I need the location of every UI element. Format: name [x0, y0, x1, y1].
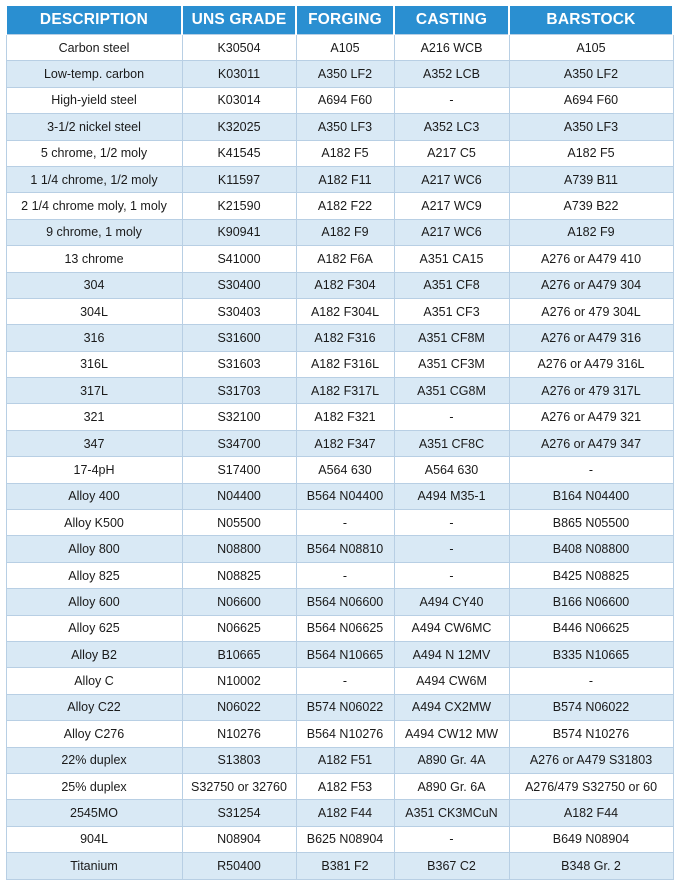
- forging-cell: A182 F347: [296, 430, 394, 456]
- table-row: [6, 404, 673, 430]
- uns-grade-cell: S32100: [182, 404, 296, 430]
- casting-cell: -: [394, 510, 509, 536]
- uns-grade-cell: R50400: [182, 853, 296, 879]
- description-cell: Alloy 600: [6, 589, 182, 615]
- forging-cell: A182 F321: [296, 404, 394, 430]
- description-cell: Alloy 625: [6, 615, 182, 641]
- casting-cell: -: [394, 536, 509, 562]
- table-row: [6, 298, 673, 324]
- uns-grade-cell: S31254: [182, 800, 296, 826]
- forging-cell: B625 N08904: [296, 826, 394, 852]
- table-row: [6, 536, 673, 562]
- description-cell: 13 chrome: [6, 246, 182, 272]
- casting-cell: A494 CW12 MW: [394, 721, 509, 747]
- casting-cell: A890 Gr. 4A: [394, 747, 509, 773]
- barstock-cell: A182 F9: [509, 219, 673, 245]
- table-row: [6, 562, 673, 588]
- casting-cell: A890 Gr. 6A: [394, 773, 509, 799]
- table-row: [6, 325, 673, 351]
- description-cell: 2 1/4 chrome moly, 1 moly: [6, 193, 182, 219]
- description-cell: 316: [6, 325, 182, 351]
- barstock-cell: B425 N08825: [509, 562, 673, 588]
- barstock-cell: A350 LF3: [509, 114, 673, 140]
- casting-cell: A217 WC6: [394, 219, 509, 245]
- table-row: [6, 114, 673, 140]
- table-row: [6, 378, 673, 404]
- forging-cell: B564 N10665: [296, 641, 394, 667]
- description-cell: 304L: [6, 298, 182, 324]
- barstock-cell: A739 B11: [509, 166, 673, 192]
- uns-grade-cell: N10002: [182, 668, 296, 694]
- table-row: [6, 457, 673, 483]
- uns-grade-cell: S31603: [182, 351, 296, 377]
- column-header-casting: CASTING: [394, 6, 509, 35]
- description-cell: Alloy 825: [6, 562, 182, 588]
- table-row: [6, 35, 673, 61]
- barstock-cell: A276 or 479 304L: [509, 298, 673, 324]
- uns-grade-cell: N10276: [182, 721, 296, 747]
- description-cell: 3-1/2 nickel steel: [6, 114, 182, 140]
- casting-cell: B367 C2: [394, 853, 509, 879]
- description-cell: 22% duplex: [6, 747, 182, 773]
- uns-grade-cell: K30504: [182, 35, 296, 61]
- casting-cell: A494 CW6MC: [394, 615, 509, 641]
- barstock-cell: B865 N05500: [509, 510, 673, 536]
- forging-cell: -: [296, 510, 394, 536]
- casting-cell: A351 CF8M: [394, 325, 509, 351]
- uns-grade-cell: S13803: [182, 747, 296, 773]
- table-row: [6, 510, 673, 536]
- casting-cell: A351 CG8M: [394, 378, 509, 404]
- column-header-description: DESCRIPTION: [6, 6, 182, 35]
- casting-cell: A494 N 12MV: [394, 641, 509, 667]
- uns-grade-cell: N06600: [182, 589, 296, 615]
- description-cell: Carbon steel: [6, 35, 182, 61]
- uns-grade-cell: K21590: [182, 193, 296, 219]
- forging-cell: A182 F316L: [296, 351, 394, 377]
- casting-cell: A564 630: [394, 457, 509, 483]
- table-row: [6, 826, 673, 852]
- description-cell: Alloy K500: [6, 510, 182, 536]
- uns-grade-cell: S30403: [182, 298, 296, 324]
- forging-cell: A182 F51: [296, 747, 394, 773]
- casting-cell: -: [394, 562, 509, 588]
- description-cell: Titanium: [6, 853, 182, 879]
- barstock-cell: B574 N06022: [509, 694, 673, 720]
- uns-grade-cell: N08800: [182, 536, 296, 562]
- description-cell: 321: [6, 404, 182, 430]
- barstock-cell: B166 N06600: [509, 589, 673, 615]
- table-row: [6, 747, 673, 773]
- casting-cell: A351 CF8C: [394, 430, 509, 456]
- table-row: [6, 246, 673, 272]
- description-cell: 317L: [6, 378, 182, 404]
- description-cell: 17-4pH: [6, 457, 182, 483]
- casting-cell: A494 CW6M: [394, 668, 509, 694]
- barstock-cell: A276 or A479 316: [509, 325, 673, 351]
- forging-cell: A105: [296, 35, 394, 61]
- forging-cell: A182 F6A: [296, 246, 394, 272]
- table-row: [6, 272, 673, 298]
- table-row: [6, 853, 673, 879]
- uns-grade-cell: K32025: [182, 114, 296, 140]
- forging-cell: A182 F44: [296, 800, 394, 826]
- barstock-cell: A276 or A479 321: [509, 404, 673, 430]
- table-row: [6, 430, 673, 456]
- barstock-cell: A276 or A479 304: [509, 272, 673, 298]
- description-cell: Alloy C: [6, 668, 182, 694]
- barstock-cell: A694 F60: [509, 87, 673, 113]
- casting-cell: A352 LC3: [394, 114, 509, 140]
- casting-cell: A217 WC9: [394, 193, 509, 219]
- description-cell: 304: [6, 272, 182, 298]
- casting-cell: A217 WC6: [394, 166, 509, 192]
- uns-grade-cell: K90941: [182, 219, 296, 245]
- barstock-cell: B574 N10276: [509, 721, 673, 747]
- description-cell: 25% duplex: [6, 773, 182, 799]
- forging-cell: -: [296, 668, 394, 694]
- casting-cell: A352 LCB: [394, 61, 509, 87]
- uns-grade-cell: K03011: [182, 61, 296, 87]
- column-header-forging: FORGING: [296, 6, 394, 35]
- table-row: [6, 641, 673, 667]
- table-row: [6, 668, 673, 694]
- table-row: [6, 166, 673, 192]
- uns-grade-cell: K41545: [182, 140, 296, 166]
- uns-grade-cell: N06625: [182, 615, 296, 641]
- description-cell: 347: [6, 430, 182, 456]
- forging-cell: B564 N08810: [296, 536, 394, 562]
- barstock-cell: B408 N08800: [509, 536, 673, 562]
- casting-cell: A351 CF3: [394, 298, 509, 324]
- description-cell: 2545MO: [6, 800, 182, 826]
- uns-grade-cell: N08904: [182, 826, 296, 852]
- forging-cell: A350 LF3: [296, 114, 394, 140]
- table-row: [6, 615, 673, 641]
- barstock-cell: B348 Gr. 2: [509, 853, 673, 879]
- table-row: [6, 721, 673, 747]
- forging-cell: -: [296, 562, 394, 588]
- barstock-cell: A276/479 S32750 or 60: [509, 773, 673, 799]
- casting-cell: A217 C5: [394, 140, 509, 166]
- barstock-cell: A276 or 479 317L: [509, 378, 673, 404]
- barstock-cell: A276 or A479 347: [509, 430, 673, 456]
- forging-cell: A182 F22: [296, 193, 394, 219]
- description-cell: 316L: [6, 351, 182, 377]
- table-row: [6, 351, 673, 377]
- forging-cell: B564 N06625: [296, 615, 394, 641]
- forging-cell: A182 F304: [296, 272, 394, 298]
- casting-cell: A494 CY40: [394, 589, 509, 615]
- description-cell: Alloy C276: [6, 721, 182, 747]
- forging-cell: A182 F5: [296, 140, 394, 166]
- barstock-cell: -: [509, 457, 673, 483]
- description-cell: 5 chrome, 1/2 moly: [6, 140, 182, 166]
- uns-grade-cell: N04400: [182, 483, 296, 509]
- forging-cell: A350 LF2: [296, 61, 394, 87]
- description-cell: 1 1/4 chrome, 1/2 moly: [6, 166, 182, 192]
- uns-grade-cell: N06022: [182, 694, 296, 720]
- table-row: [6, 773, 673, 799]
- casting-cell: A351 CF8: [394, 272, 509, 298]
- barstock-cell: A350 LF2: [509, 61, 673, 87]
- casting-cell: -: [394, 87, 509, 113]
- description-cell: 9 chrome, 1 moly: [6, 219, 182, 245]
- uns-grade-cell: K11597: [182, 166, 296, 192]
- uns-grade-cell: S32750 or 32760: [182, 773, 296, 799]
- uns-grade-cell: S31703: [182, 378, 296, 404]
- casting-cell: -: [394, 826, 509, 852]
- forging-cell: A694 F60: [296, 87, 394, 113]
- description-cell: Alloy 400: [6, 483, 182, 509]
- table-row: [6, 61, 673, 87]
- table-row: [6, 219, 673, 245]
- table-row: [6, 694, 673, 720]
- table-header: [6, 6, 673, 35]
- forging-cell: B574 N06022: [296, 694, 394, 720]
- forging-cell: A564 630: [296, 457, 394, 483]
- table-body: [6, 35, 673, 880]
- description-cell: 904L: [6, 826, 182, 852]
- uns-grade-cell: S17400: [182, 457, 296, 483]
- description-cell: Alloy B2: [6, 641, 182, 667]
- description-cell: High-yield steel: [6, 87, 182, 113]
- barstock-cell: A105: [509, 35, 673, 61]
- barstock-cell: A276 or A479 316L: [509, 351, 673, 377]
- column-header-uns-grade: UNS GRADE: [182, 6, 296, 35]
- table-row: [6, 483, 673, 509]
- barstock-cell: -: [509, 668, 673, 694]
- casting-cell: A351 CF3M: [394, 351, 509, 377]
- table-row: [6, 800, 673, 826]
- forging-cell: A182 F9: [296, 219, 394, 245]
- description-cell: Low-temp. carbon: [6, 61, 182, 87]
- uns-grade-cell: S31600: [182, 325, 296, 351]
- barstock-cell: A276 or A479 410: [509, 246, 673, 272]
- casting-cell: -: [394, 404, 509, 430]
- material-grade-table: [5, 6, 674, 880]
- table-row: [6, 589, 673, 615]
- uns-grade-cell: K03014: [182, 87, 296, 113]
- forging-cell: A182 F53: [296, 773, 394, 799]
- table-row: [6, 193, 673, 219]
- description-cell: Alloy 800: [6, 536, 182, 562]
- barstock-cell: A276 or A479 S31803: [509, 747, 673, 773]
- column-header-barstock: BARSTOCK: [509, 6, 673, 35]
- barstock-cell: B164 N04400: [509, 483, 673, 509]
- forging-cell: A182 F11: [296, 166, 394, 192]
- uns-grade-cell: B10665: [182, 641, 296, 667]
- barstock-cell: A182 F44: [509, 800, 673, 826]
- uns-grade-cell: S30400: [182, 272, 296, 298]
- barstock-cell: A739 B22: [509, 193, 673, 219]
- casting-cell: A494 CX2MW: [394, 694, 509, 720]
- table-row: [6, 87, 673, 113]
- casting-cell: A351 CA15: [394, 246, 509, 272]
- forging-cell: A182 F316: [296, 325, 394, 351]
- header-row: [6, 6, 673, 35]
- table-row: [6, 140, 673, 166]
- forging-cell: B381 F2: [296, 853, 394, 879]
- casting-cell: A351 CK3MCuN: [394, 800, 509, 826]
- barstock-cell: B335 N10665: [509, 641, 673, 667]
- uns-grade-cell: N05500: [182, 510, 296, 536]
- forging-cell: B564 N06600: [296, 589, 394, 615]
- forging-cell: B564 N10276: [296, 721, 394, 747]
- forging-cell: A182 F304L: [296, 298, 394, 324]
- forging-cell: A182 F317L: [296, 378, 394, 404]
- casting-cell: A494 M35-1: [394, 483, 509, 509]
- uns-grade-cell: S34700: [182, 430, 296, 456]
- uns-grade-cell: N08825: [182, 562, 296, 588]
- barstock-cell: B649 N08904: [509, 826, 673, 852]
- barstock-cell: A182 F5: [509, 140, 673, 166]
- forging-cell: B564 N04400: [296, 483, 394, 509]
- description-cell: Alloy C22: [6, 694, 182, 720]
- casting-cell: A216 WCB: [394, 35, 509, 61]
- barstock-cell: B446 N06625: [509, 615, 673, 641]
- uns-grade-cell: S41000: [182, 246, 296, 272]
